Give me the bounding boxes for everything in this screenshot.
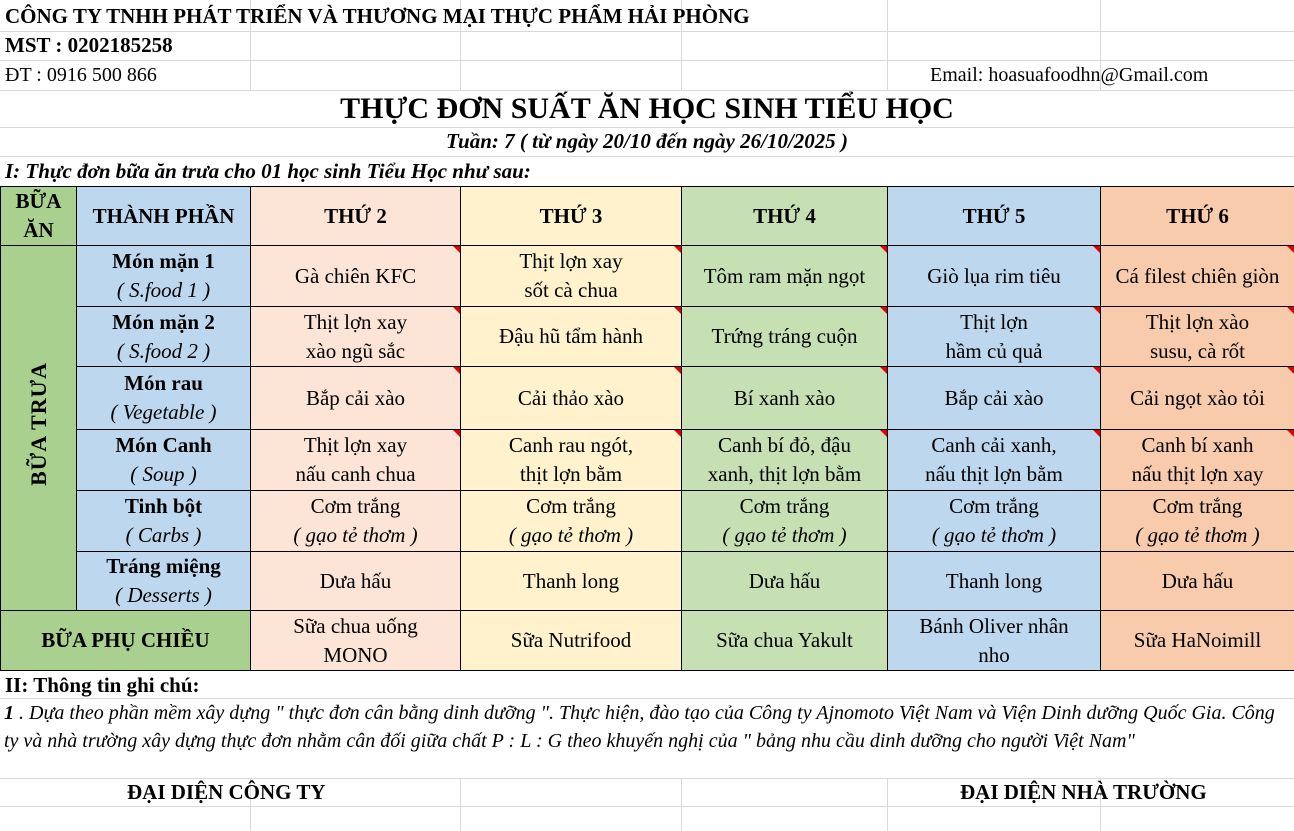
menu-row <box>1 246 1294 307</box>
menu-cell <box>888 307 1101 367</box>
comment-indicator[interactable] <box>453 307 460 314</box>
comment-indicator[interactable] <box>674 307 681 314</box>
menu-row <box>1 307 1294 367</box>
comment-indicator[interactable] <box>1287 307 1294 314</box>
snack-text: Sữa Nutrifood <box>510 628 632 652</box>
comment-indicator[interactable] <box>880 307 887 314</box>
dish-text: Cơm trắng <box>1152 494 1243 518</box>
dish-text: Thịt lợn xay <box>303 309 408 334</box>
snack-text: Sữa HaNoimill <box>1133 628 1262 652</box>
menu-cell <box>682 307 888 367</box>
comment-indicator[interactable] <box>453 246 460 253</box>
menu-cell <box>1101 552 1294 611</box>
header-day-6: THỨ 6 <box>1101 187 1294 246</box>
component-name: Món rau <box>124 371 203 395</box>
snack-cell <box>461 611 682 671</box>
component-english: ( Desserts ) <box>115 583 212 607</box>
dish-text: Canh rau ngót, <box>508 433 634 457</box>
dish-text: Thanh long <box>522 568 620 593</box>
dish-text: Dưa hấu <box>1161 568 1234 593</box>
comment-indicator[interactable] <box>674 430 681 437</box>
dish-text: nấu thịt lợn bằm <box>925 462 1063 486</box>
menu-cell <box>888 367 1101 430</box>
component-english: ( S.food 1 ) <box>116 278 211 302</box>
component-name: Tráng miệng <box>106 554 221 578</box>
menu-row <box>1 367 1294 430</box>
menu-cell <box>888 552 1101 611</box>
dish-text: Cải ngọt xào tỏi <box>1130 385 1265 410</box>
component-name: Món mặn 1 <box>112 249 215 273</box>
header-day-5: THỨ 5 <box>888 187 1101 246</box>
header-day-4: THỨ 4 <box>682 187 888 246</box>
dish-text: Bí xanh xào <box>733 385 836 410</box>
menu-row <box>1 552 1294 611</box>
snack-label: BỮA PHỤ CHIỀU <box>1 611 251 671</box>
company-name: CÔNG TY TNHH PHÁT TRIỂN VÀ THƯƠNG MẠI THỰC PHẨM HẢI PHÒNG <box>5 4 750 28</box>
menu-cell <box>888 246 1101 307</box>
phone-number: ĐT : 0916 500 866 <box>5 64 157 86</box>
dish-text: Thanh long <box>945 568 1043 593</box>
dish-text: Thịt lợn xào <box>1145 309 1250 334</box>
dish-text: ( gạo tẻ thơm ) <box>931 523 1057 547</box>
menu-row <box>1 491 1294 552</box>
menu-cell <box>251 307 461 367</box>
menu-cell <box>461 246 682 307</box>
component-label <box>77 246 251 307</box>
snack-text: MONO <box>323 642 388 667</box>
dish-text: Thịt lợn <box>960 309 1028 334</box>
menu-cell <box>461 307 682 367</box>
dish-text: Cải thảo xào <box>517 385 625 410</box>
dish-text: Cá filest chiên giòn <box>1115 263 1280 288</box>
component-label <box>77 367 251 430</box>
comment-indicator[interactable] <box>674 367 681 374</box>
comment-indicator[interactable] <box>880 367 887 374</box>
comment-indicator[interactable] <box>1093 307 1100 314</box>
comment-indicator[interactable] <box>1093 430 1100 437</box>
dish-text: xanh, thịt lợn bằm <box>707 462 862 486</box>
menu-cell <box>682 491 888 552</box>
snack-text: Sữa chua uống <box>293 613 418 638</box>
note-number: 1 <box>4 702 14 724</box>
component-label <box>77 552 251 611</box>
dish-text: Cơm trắng <box>310 494 401 518</box>
dish-text: ( gạo tẻ thơm ) <box>1135 523 1260 547</box>
dish-text: Đậu hũ tẩm hành <box>498 324 644 348</box>
dish-text: Canh bí xanh <box>1141 433 1254 457</box>
snack-row <box>1 611 1294 671</box>
menu-cell <box>461 430 682 491</box>
snack-text: Bánh Oliver nhân <box>919 613 1069 638</box>
comment-indicator[interactable] <box>1093 367 1100 374</box>
dish-text: sốt cà chua <box>524 278 618 302</box>
comment-indicator[interactable] <box>1287 246 1294 253</box>
menu-cell <box>682 552 888 611</box>
comment-indicator[interactable] <box>1287 430 1294 437</box>
dish-text: Cơm trắng <box>949 494 1039 518</box>
snack-cell <box>1101 611 1294 671</box>
menu-cell <box>1101 307 1294 367</box>
menu-cell <box>461 552 682 611</box>
dish-text: Canh bí đỏ, đậu <box>718 433 851 457</box>
snack-cell <box>251 611 461 671</box>
dish-text: hầm củ quả <box>945 338 1043 363</box>
dish-text: Bắp cải xào <box>944 385 1044 410</box>
comment-indicator[interactable] <box>453 430 460 437</box>
signature-company: ĐẠI DIỆN CÔNG TY <box>127 780 326 804</box>
snack-text: Sữa chua Yakult <box>716 628 853 652</box>
dish-text: Bắp cải xào <box>305 385 406 410</box>
comment-indicator[interactable] <box>880 246 887 253</box>
snack-cell <box>682 611 888 671</box>
menu-cell <box>461 367 682 430</box>
week-subtitle: Tuần: 7 ( từ ngày 20/10 đến ngày 26/10/2025 ) <box>445 129 849 153</box>
header-day-3: THỨ 3 <box>461 187 682 246</box>
component-english: ( Carbs ) <box>125 523 202 547</box>
comment-indicator[interactable] <box>1287 367 1294 374</box>
menu-table <box>0 186 1294 671</box>
dish-text: nấu thịt lợn xay <box>1131 462 1264 486</box>
dish-text: susu, cà rốt <box>1149 338 1246 363</box>
lunch-label <box>1 246 77 611</box>
dish-text: Dưa hấu <box>748 568 821 593</box>
dish-text: Cơm trắng <box>526 494 616 518</box>
comment-indicator[interactable] <box>1093 246 1100 253</box>
dish-text: ( gạo tẻ thơm ) <box>722 523 847 547</box>
dish-text: Canh cải xanh, <box>931 433 1057 457</box>
component-english: ( Soup ) <box>130 462 197 486</box>
menu-cell <box>888 491 1101 552</box>
menu-cell <box>682 367 888 430</box>
dish-text: nấu canh chua <box>295 462 416 486</box>
dish-text: ( gạo tẻ thơm ) <box>293 523 418 547</box>
menu-cell <box>251 552 461 611</box>
dish-text: thịt lợn bằm <box>519 462 623 486</box>
section-2-heading: II: Thông tin ghi chú: <box>5 673 200 697</box>
dish-text: Gà chiên KFC <box>294 263 417 288</box>
section-1-heading: I: Thực đơn bữa ăn trưa cho 01 học sinh Tiểu Học như sau: <box>5 159 531 183</box>
dish-text: Dưa hấu <box>319 568 392 593</box>
component-label <box>77 307 251 367</box>
menu-cell <box>461 491 682 552</box>
dish-text: Thịt lợn xay <box>303 433 408 457</box>
component-name: Món mặn 2 <box>112 309 215 334</box>
component-english: ( Vegetable ) <box>110 400 217 424</box>
dish-text: xào ngũ sắc <box>305 338 406 363</box>
component-name: Món Canh <box>115 433 212 457</box>
dish-text: Giò lụa rim tiêu <box>927 263 1061 288</box>
menu-cell <box>1101 246 1294 307</box>
menu-cell <box>1101 491 1294 552</box>
menu-cell <box>251 246 461 307</box>
dish-text: Tôm ram mặn ngọt <box>703 263 866 288</box>
menu-cell <box>682 430 888 491</box>
menu-cell <box>1101 430 1294 491</box>
component-name: Tinh bột <box>124 494 203 518</box>
component-english: ( S.food 2 ) <box>116 338 211 363</box>
dish-text: Cơm trắng <box>739 494 830 518</box>
comment-indicator[interactable] <box>453 367 460 374</box>
comment-indicator[interactable] <box>880 430 887 437</box>
menu-row <box>1 430 1294 491</box>
menu-cell <box>251 491 461 552</box>
snack-cell <box>888 611 1101 671</box>
menu-cell <box>888 430 1101 491</box>
header-day-2: THỨ 2 <box>251 187 461 246</box>
snack-text: nho <box>978 642 1010 667</box>
component-label <box>77 491 251 552</box>
dish-text: ( gạo tẻ thơm ) <box>508 523 634 547</box>
note-paragraph <box>4 699 1288 755</box>
dish-text: Trứng tráng cuộn <box>711 324 858 348</box>
menu-cell <box>251 430 461 491</box>
header-components: THÀNH PHẦN <box>77 187 251 246</box>
tax-code: MST : 0202185258 <box>5 33 173 57</box>
signature-school: ĐẠI DIỆN NHÀ TRƯỜNG <box>960 780 1207 804</box>
dish-text: Thịt lợn xay <box>519 249 623 273</box>
menu-cell <box>1101 367 1294 430</box>
lunch-label-text: BỮA TRƯA <box>26 362 51 486</box>
email-address: Email: hoasuafoodhn@Gmail.com <box>930 64 1209 86</box>
component-label <box>77 430 251 491</box>
page-title: THỰC ĐƠN SUẤT ĂN HỌC SINH TIỂU HỌC <box>340 92 954 125</box>
header-row <box>1 187 1294 246</box>
note-text: . Dựa theo phần mềm xây dựng " thực đơn cân bằng dinh dưỡng ". Thực hiện, đào tạo của Công ty Ajnomoto Việt Nam và Viện Dinh dưỡng Quốc Gia. Công ty và nhà trường xây dựng thực đơn nhằm cân đối giữa chất P : L : G theo khuyến nghị của " bảng nhu cầu dinh dưỡng cho người Việt Nam" <box>4 702 1275 752</box>
menu-cell <box>682 246 888 307</box>
comment-indicator[interactable] <box>674 246 681 253</box>
header-meal: BỮA ĂN <box>1 187 77 246</box>
menu-cell <box>251 367 461 430</box>
